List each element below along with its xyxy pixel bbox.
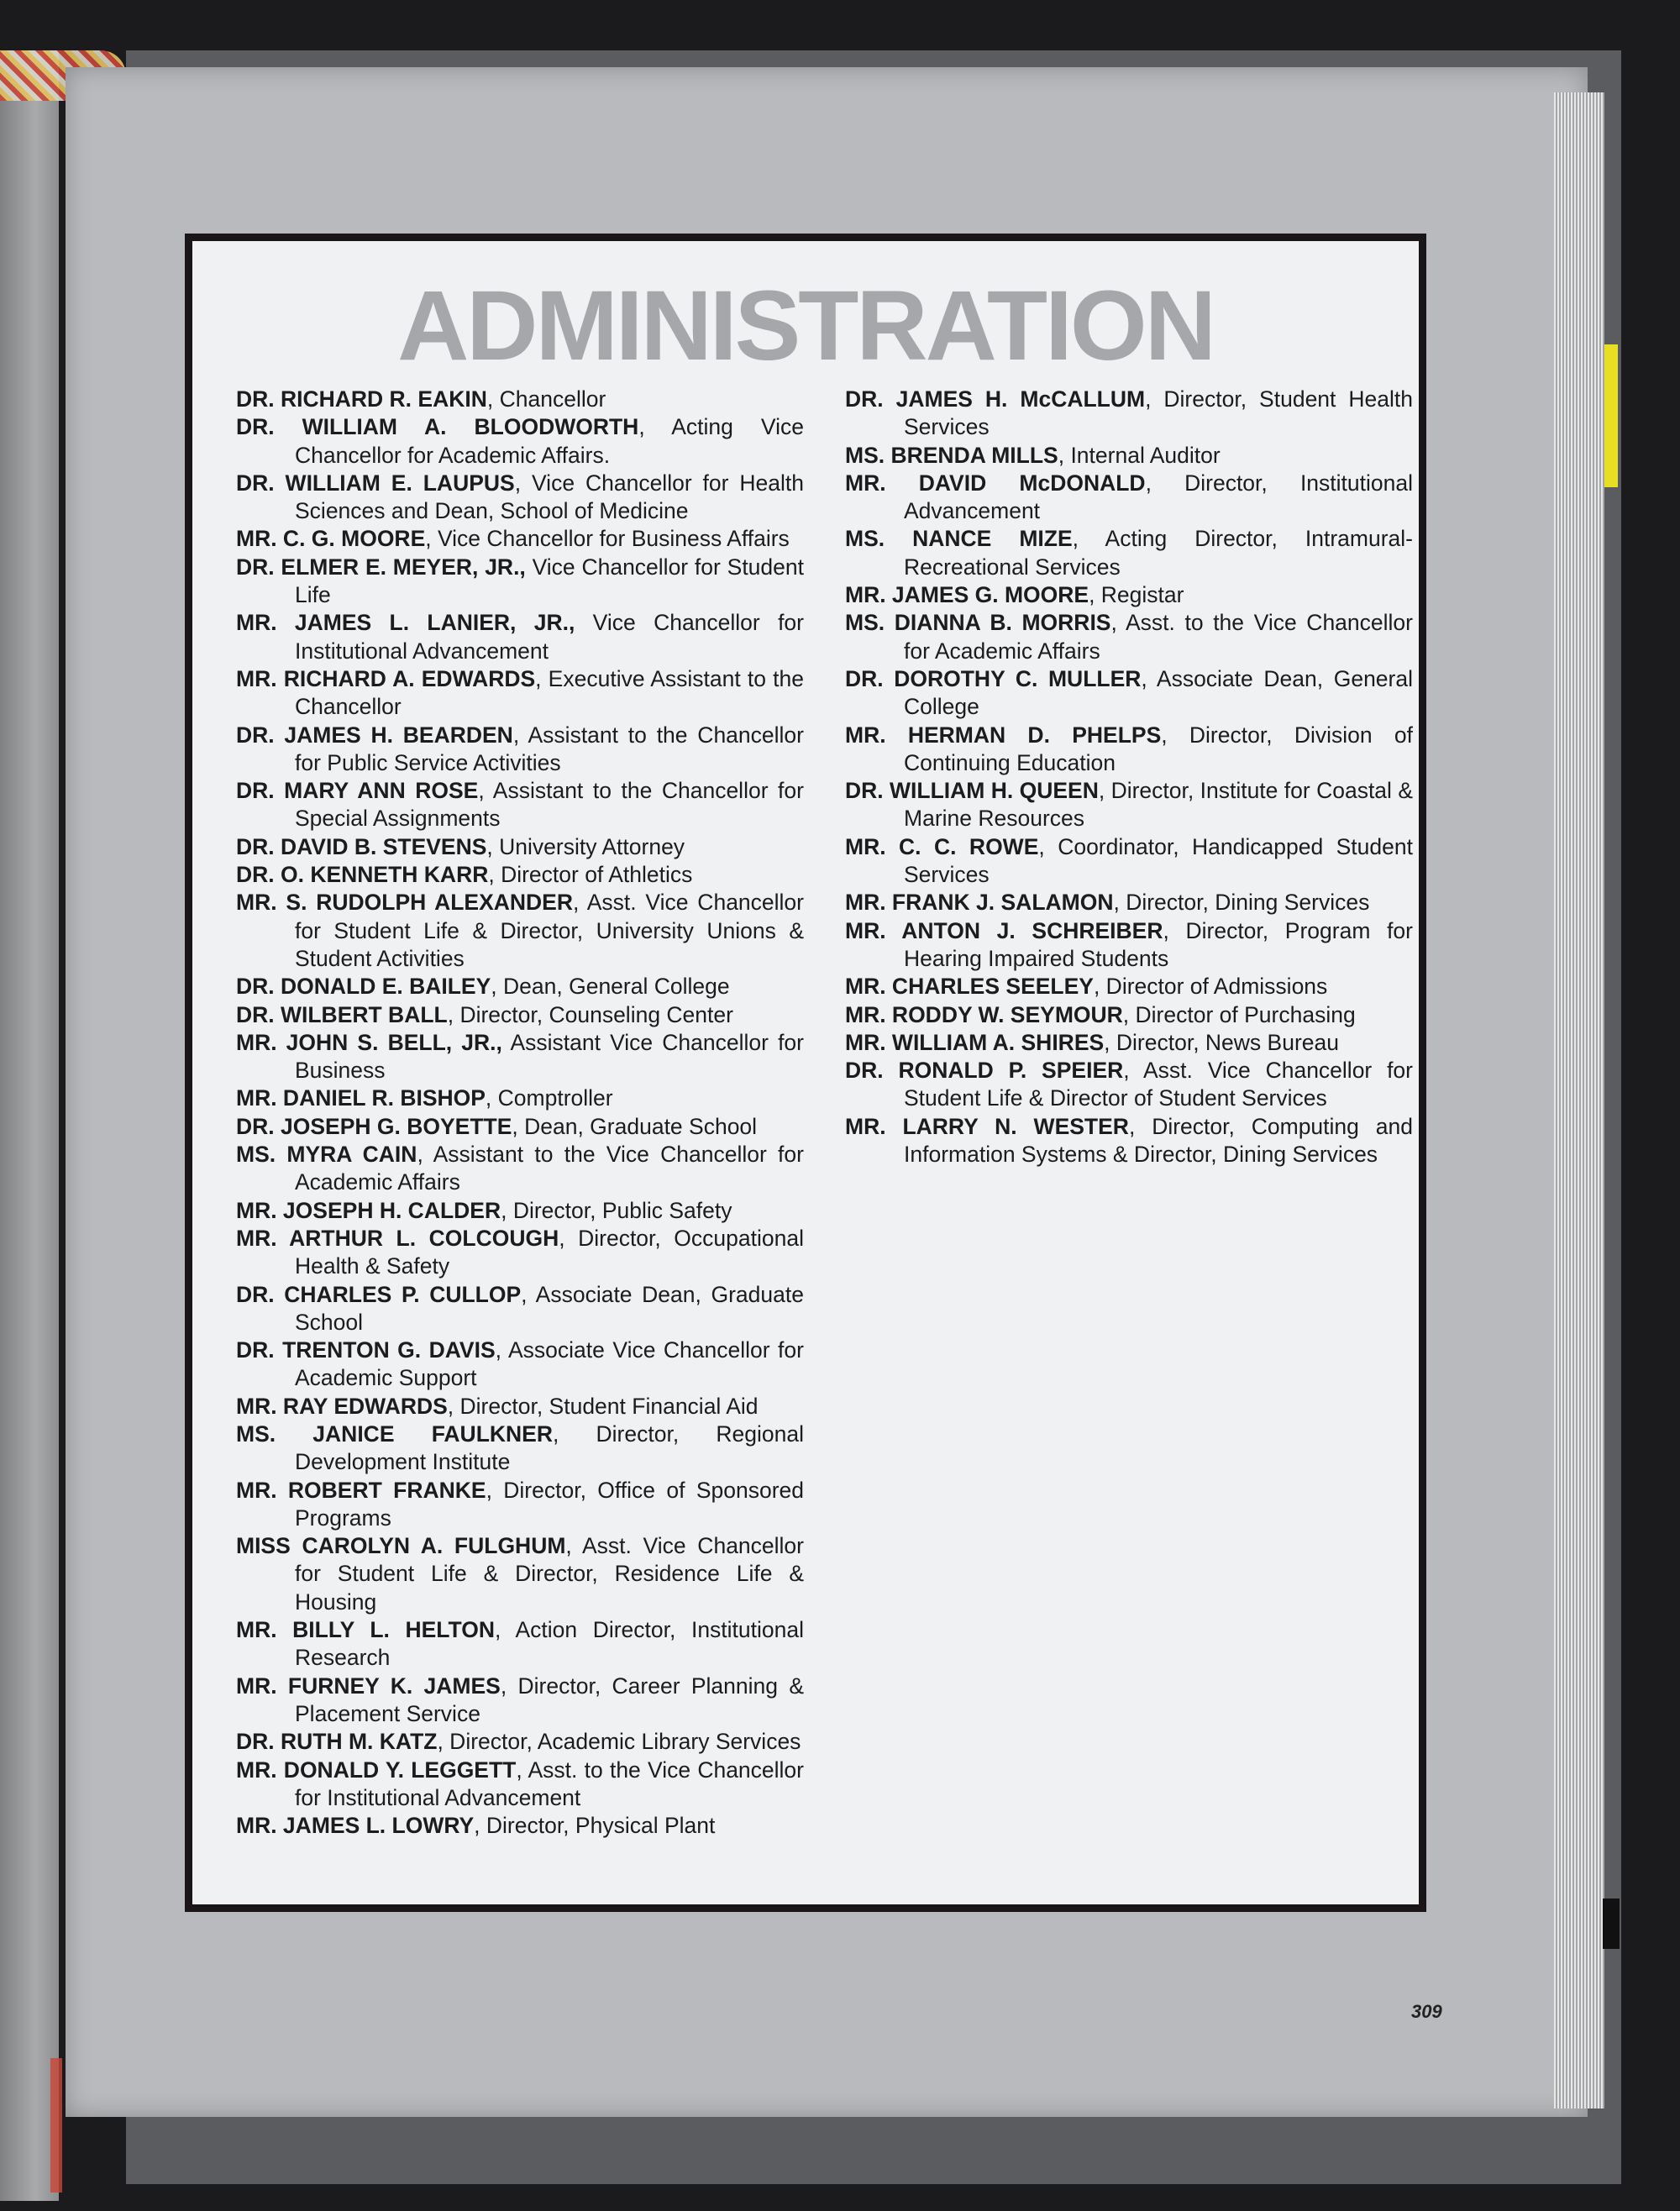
staff-entry: [236, 386, 804, 413]
staff-title: Vice Chancellor for Institutional Advancement: [295, 610, 804, 664]
right-column: [845, 386, 1413, 1169]
staff-entry: [236, 1757, 804, 1813]
staff-title: , Coordinator, Handicapped Student Services: [904, 833, 1413, 888]
staff-name: DR. JAMES H. McCALLUM: [845, 386, 1146, 412]
page-number: 309: [1411, 2001, 1442, 2022]
staff-name: DR. ELMER E. MEYER, JR.,: [236, 554, 526, 580]
staff-name: MR. WILLIAM A. SHIRES: [845, 1029, 1105, 1055]
staff-title: , Director, Academic Library Services: [437, 1729, 801, 1755]
staff-entry: [236, 889, 804, 973]
staff-entry: [845, 609, 1413, 665]
staff-entry: [236, 1029, 804, 1085]
staff-name: DR. JAMES H. BEARDEN: [236, 722, 513, 748]
staff-name: MR. DONALD Y. LEGGETT: [236, 1757, 517, 1783]
staff-entry: [236, 1673, 804, 1729]
staff-name: DR. WILBERT BALL: [236, 1001, 448, 1027]
staff-title: , Internal Auditor: [1058, 442, 1221, 468]
staff-name: MR. JAMES G. MOORE: [845, 582, 1089, 608]
staff-title: , Director, Counseling Center: [447, 1001, 733, 1027]
staff-name: MR. LARRY N. WESTER: [845, 1113, 1129, 1139]
facing-page-edge: [0, 50, 59, 2201]
staff-title: , Action Director, Institutional Research: [295, 1617, 805, 1671]
staff-name: MR. C. G. MOORE: [236, 526, 426, 552]
staff-entry: [236, 470, 804, 526]
staff-name: MR. ARTHUR L. COLCOUGH: [236, 1225, 559, 1251]
staff-name: MR. DAVID McDONALD: [845, 470, 1146, 496]
staff-title: , Director, Program for Hearing Impaired Students: [904, 917, 1413, 971]
staff-title: Assistant Vice Chancellor for Business: [295, 1029, 804, 1084]
staff-name: MR. RICHARD A. EDWARDS: [236, 665, 536, 691]
staff-title: , Director of Athletics: [488, 862, 693, 888]
staff-entry: [236, 609, 804, 665]
staff-name: MS. JANICE FAULKNER: [236, 1421, 553, 1447]
staff-name: MR. JAMES L. LOWRY: [236, 1813, 475, 1839]
staff-entry: [845, 1001, 1413, 1029]
staff-entry: [236, 1616, 804, 1673]
staff-entry: [236, 413, 804, 470]
staff-entry: [236, 1337, 804, 1393]
staff-entry: [236, 1141, 804, 1197]
staff-name: MR. BILLY L. HELTON: [236, 1617, 495, 1643]
staff-title: , Associate Dean, General College: [904, 665, 1413, 720]
staff-name: DR. WILLIAM E. LAUPUS: [236, 470, 515, 496]
staff-name: MR. ROBERT FRANKE: [236, 1477, 486, 1503]
staff-entry: [236, 1477, 804, 1533]
staff-title: , Director, Institute for Coastal & Marine Resources: [904, 778, 1413, 832]
staff-entry: [236, 554, 804, 610]
staff-title: , Asst. Vice Chancellor for Student Life & Director, Residence Life & Housing: [295, 1533, 804, 1615]
staff-title: , Assistant to the Vice Chancellor for Academic Affairs: [295, 1142, 804, 1195]
staff-title: , Director, Institutional Advancement: [904, 470, 1413, 524]
staff-entry: [236, 665, 804, 722]
staff-entry: [236, 833, 804, 861]
staff-entry: [236, 777, 804, 833]
staff-entry: [236, 1393, 804, 1421]
staff-name: DR. WILLIAM A. BLOODWORTH: [236, 414, 639, 440]
staff-entry: [845, 1113, 1413, 1169]
staff-title: , Director of Admissions: [1093, 974, 1328, 1000]
staff-title: , Director, Career Planning & Placement Service: [295, 1673, 805, 1726]
staff-entry: [236, 1225, 804, 1281]
staff-title: , Director, Student Health Services: [904, 386, 1413, 440]
staff-entry: [236, 1113, 804, 1141]
staff-entry: [845, 470, 1413, 526]
staff-entry: [236, 722, 804, 778]
staff-name: DR. WILLIAM H. QUEEN: [845, 778, 1099, 804]
staff-title: , Director, Dining Services: [1113, 890, 1370, 916]
staff-entry: [845, 973, 1413, 1000]
staff-title: , Asst. to the Vice Chancellor for Academic Affairs: [904, 610, 1413, 664]
page-title: ADMINISTRATION: [397, 270, 1214, 381]
staff-entry: [845, 386, 1413, 442]
staff-name: MR. RAY EDWARDS: [236, 1393, 448, 1419]
staff-entry: [845, 889, 1413, 916]
staff-entry: [845, 777, 1413, 833]
staff-title: , Director, News Bureau: [1104, 1029, 1340, 1055]
staff-title: , Comptroller: [485, 1085, 613, 1111]
staff-name: MR. JOSEPH H. CALDER: [236, 1197, 501, 1223]
staff-title: , Director, Physical Plant: [474, 1813, 716, 1839]
bookmark-ribbon-tail: [50, 2058, 62, 2193]
staff-name: MR. DANIEL R. BISHOP: [236, 1085, 486, 1111]
staff-name: DR. RICHARD R. EAKIN: [236, 386, 487, 412]
staff-name: DR. DONALD E. BAILEY: [236, 974, 491, 1000]
black-index-tab: [1603, 1899, 1620, 1949]
staff-title: , Associate Vice Chancellor for Academic Support: [295, 1337, 804, 1391]
staff-name: DR. TRENTON G. DAVIS: [236, 1337, 496, 1363]
staff-name: DR. CHARLES P. CULLOP: [236, 1281, 522, 1307]
staff-name: DR. DAVID B. STEVENS: [236, 833, 487, 859]
staff-title: , Executive Assistant to the Chancellor: [295, 665, 804, 720]
staff-title: , Director, Student Financial Aid: [447, 1393, 759, 1419]
staff-title: , Director, Division of Continuing Education: [904, 722, 1413, 775]
staff-entry: [236, 973, 804, 1000]
staff-entry: [236, 525, 804, 553]
staff-title: , University Attorney: [486, 833, 685, 859]
administration-panel: [185, 234, 1426, 1912]
staff-entry: [236, 1197, 804, 1225]
staff-entry: [236, 1812, 804, 1840]
staff-name: DR. RONALD P. SPEIER: [845, 1058, 1124, 1084]
staff-entry: [236, 861, 804, 889]
yellow-index-tab: [1604, 344, 1618, 487]
staff-title: , Assistant to the Chancellor for Special Assignments: [295, 778, 804, 832]
staff-name: DR. DOROTHY C. MULLER: [845, 665, 1142, 691]
staff-name: DR. JOSEPH G. BOYETTE: [236, 1113, 512, 1139]
staff-entry: [236, 1421, 804, 1477]
staff-entry: [845, 833, 1413, 890]
staff-title: , Asst. to the Vice Chancellor for Institutional Advancement: [295, 1757, 804, 1810]
staff-entry: [845, 581, 1413, 609]
staff-title: Vice Chancellor for Student Life: [295, 554, 804, 608]
staff-name: MS. NANCE MIZE: [845, 526, 1073, 552]
staff-name: MR. C. C. ROWE: [845, 833, 1039, 859]
staff-name: DR. O. KENNETH KARR: [236, 862, 489, 888]
staff-title: , Acting Vice Chancellor for Academic Affairs.: [295, 414, 804, 468]
staff-title: , Director, Computing and Information Systems & Director, Dining Services: [904, 1113, 1414, 1168]
staff-entry: [236, 1281, 804, 1337]
staff-name: MISS CAROLYN A. FULGHUM: [236, 1533, 566, 1559]
staff-title: , Asst. Vice Chancellor for Student Life & Director of Student Services: [904, 1058, 1413, 1111]
staff-title: , Asst. Vice Chancellor for Student Life & Director, University Unions & Student Activities: [295, 890, 804, 971]
staff-entry: [236, 1728, 804, 1756]
staff-name: MR. ANTON J. SCHREIBER: [845, 917, 1163, 943]
staff-title: , Director, Regional Development Institute: [295, 1421, 804, 1475]
staff-name: MS. MYRA CAIN: [236, 1142, 417, 1168]
staff-name: MR. S. RUDOLPH ALEXANDER: [236, 890, 573, 916]
staff-title: , Vice Chancellor for Health Sciences and Dean, School of Medicine: [295, 470, 804, 524]
staff-title: , Director of Purchasing: [1122, 1001, 1356, 1027]
staff-title: , Dean, Graduate School: [512, 1113, 758, 1139]
staff-name: MR. JAMES L. LANIER, JR.,: [236, 610, 575, 636]
staff-title: , Director, Office of Sponsored Programs: [295, 1477, 804, 1531]
staff-name: MR. JOHN S. BELL, JR.,: [236, 1029, 502, 1055]
staff-title: , Chancellor: [486, 386, 606, 412]
staff-title: , Associate Dean, Graduate School: [295, 1281, 804, 1335]
staff-title: , Registar: [1089, 582, 1184, 608]
staff-name: MR. FURNEY K. JAMES: [236, 1673, 501, 1699]
staff-name: MR. RODDY W. SEYMOUR: [845, 1001, 1123, 1027]
staff-entry: [845, 917, 1413, 974]
staff-title: , Assistant to the Chancellor for Public Service Activities: [295, 722, 804, 775]
staff-title: , Director, Occupational Health & Safety: [295, 1225, 804, 1279]
staff-entry: [236, 1532, 804, 1616]
staff-entry: [236, 1084, 804, 1112]
staff-entry: [845, 1057, 1413, 1113]
staff-name: MR. FRANK J. SALAMON: [845, 890, 1114, 916]
staff-title: , Director, Public Safety: [501, 1197, 732, 1223]
staff-entry: [845, 1029, 1413, 1057]
staff-entry: [845, 722, 1413, 778]
staff-title: , Acting Director, Intramural-Recreational Services: [904, 526, 1413, 580]
staff-entry: [845, 442, 1413, 470]
left-column: [236, 386, 804, 1840]
page-stack-edge: [1554, 92, 1604, 2109]
staff-entry: [845, 525, 1413, 581]
staff-name: DR. RUTH M. KATZ: [236, 1729, 438, 1755]
staff-entry: [236, 1001, 804, 1029]
staff-name: DR. MARY ANN ROSE: [236, 778, 479, 804]
staff-title: , Vice Chancellor for Business Affairs: [425, 526, 790, 552]
staff-name: MS. BRENDA MILLS: [845, 442, 1058, 468]
staff-name: MS. DIANNA B. MORRIS: [845, 610, 1111, 636]
staff-name: MR. HERMAN D. PHELPS: [845, 722, 1162, 748]
staff-title: , Dean, General College: [491, 974, 730, 1000]
staff-entry: [845, 665, 1413, 722]
staff-name: MR. CHARLES SEELEY: [845, 974, 1094, 1000]
